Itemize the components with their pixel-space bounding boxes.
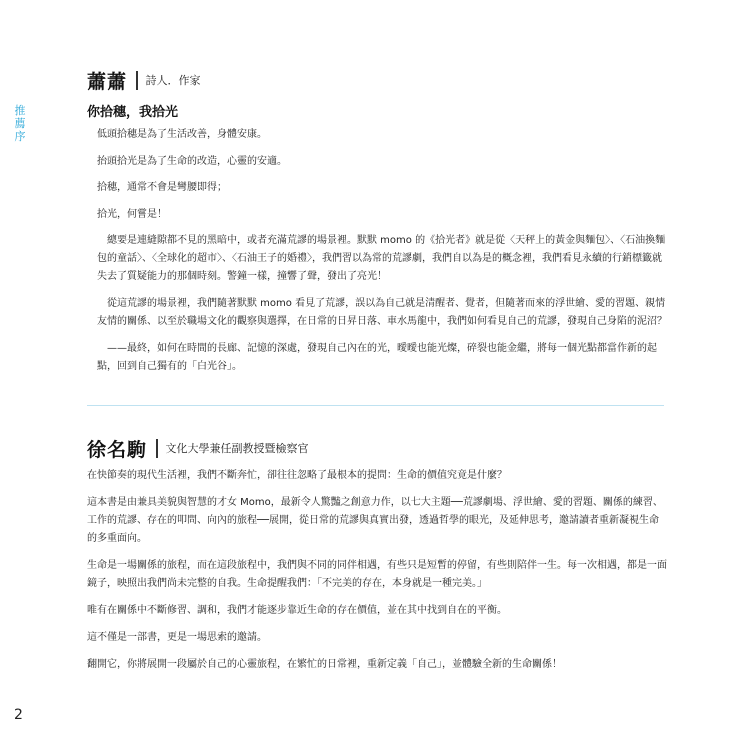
- paragraph: 這不僅是一部書，更是一場思索的邀請。: [87, 632, 267, 643]
- page-number: 2: [14, 707, 23, 723]
- side-label-char: 推: [14, 104, 26, 117]
- section-title: 你拾穗，我拾光: [87, 105, 179, 120]
- paragraph: 拾光，何嘗是！: [97, 208, 167, 220]
- paragraph: 生命是一場關係的旅程，而在這段旅程中，我們與不同的同伴相遇，有些只是短暫的停留，有些則陪伴一生。每一次相遇，都是一面鏡子，映照出我們尚未完整的自我。生命提醒我們：「不完美的存在，本身就是一種完美。」: [87, 560, 667, 589]
- author-header: [87, 66, 667, 94]
- paragraph: 翻開它，你將展開一段屬於自己的心靈旅程，在繁忙的日常裡，重新定義「自己」，並體驗全新的生命關係！: [87, 659, 562, 670]
- paragraph: 總要是連縫隙都不見的黑暗中，或者充滿荒謬的場景裡。默默 momo 的《拾光者》就是從〈天秤上的黃金與麵包〉、〈石油換麵包的童話〉、〈全球化的超市〉、〈石油王子的婚禮〉，我們習以為常的荒謬劇，我們自以為是的概念裡，我們看見永續的行銷標籤就失去了質疑能力的那個時刻。警鐘一樣，撞響了聲，發出了亮光！: [97, 235, 666, 283]
- side-label-preface: [13, 104, 27, 143]
- recommendation-section-1: [87, 66, 667, 384]
- author-name: 蕭蕭: [87, 70, 128, 93]
- paragraph: 唯有在關係中不斷修習、調和，我們才能逐步靠近生命的存在價值，並在其中找到自在的平衡。: [87, 605, 507, 616]
- recommendation-section-2: [87, 434, 667, 683]
- paragraph: 在快節奏的現代生活裡，我們不斷奔忙，卻往往忽略了最根本的提問：生命的價值究竟是什麼？: [87, 470, 507, 481]
- paragraph: 這本書是由兼具美貌與智慧的才女 Momo，最新令人驚豔之創意力作，以七大主題──荒謬劇場、浮世繪、愛的習題、關係的練習、工作的荒謬、存在的叩問、向內的旅程──展開，從日常的荒謬與真實出發，透過哲學的眼光，及延伸思考，邀請讀者重新凝視生命的多重面向。: [87, 497, 663, 544]
- paragraph: 拾穗，通常不會是彎腰即得；: [97, 182, 227, 194]
- author-divider-bar: [156, 439, 158, 458]
- section-divider: [87, 405, 664, 406]
- author-role: 文化大學兼任副教授暨檢察官: [165, 442, 309, 455]
- paragraph: 低頭拾穗是為了生活改善，身體安康。: [97, 129, 267, 140]
- paragraph: ——最終，如何在時間的長廊、記憶的深處，發現自己內在的光，曖曖也能光燦，碎裂也能金繼，將每一個光點都當作新的起點，回到自己獨有的「白光谷」。: [97, 342, 657, 372]
- author-role: 詩人．作家: [145, 74, 201, 87]
- author-name: 徐名駒: [87, 438, 148, 461]
- author-header: [87, 434, 667, 462]
- paragraph: 抬頭拾光是為了生命的改造，心靈的安適。: [97, 155, 287, 167]
- side-label-char: 序: [14, 130, 26, 143]
- author-divider-bar: [136, 71, 138, 90]
- side-label-char: 薦: [14, 117, 26, 130]
- paragraph: 從這荒謬的場景裡，我們隨著默默 momo 看見了荒謬，誤以為自己就是清醒者、覺者，但隨著而來的浮世繪、愛的習題、親情友情的關係、以至於職場文化的觀察與選擇，在日常的日昇日落、車水馬龍中，我們如何看見自己的荒謬，發現自己身陷的泥沼？: [97, 297, 667, 327]
